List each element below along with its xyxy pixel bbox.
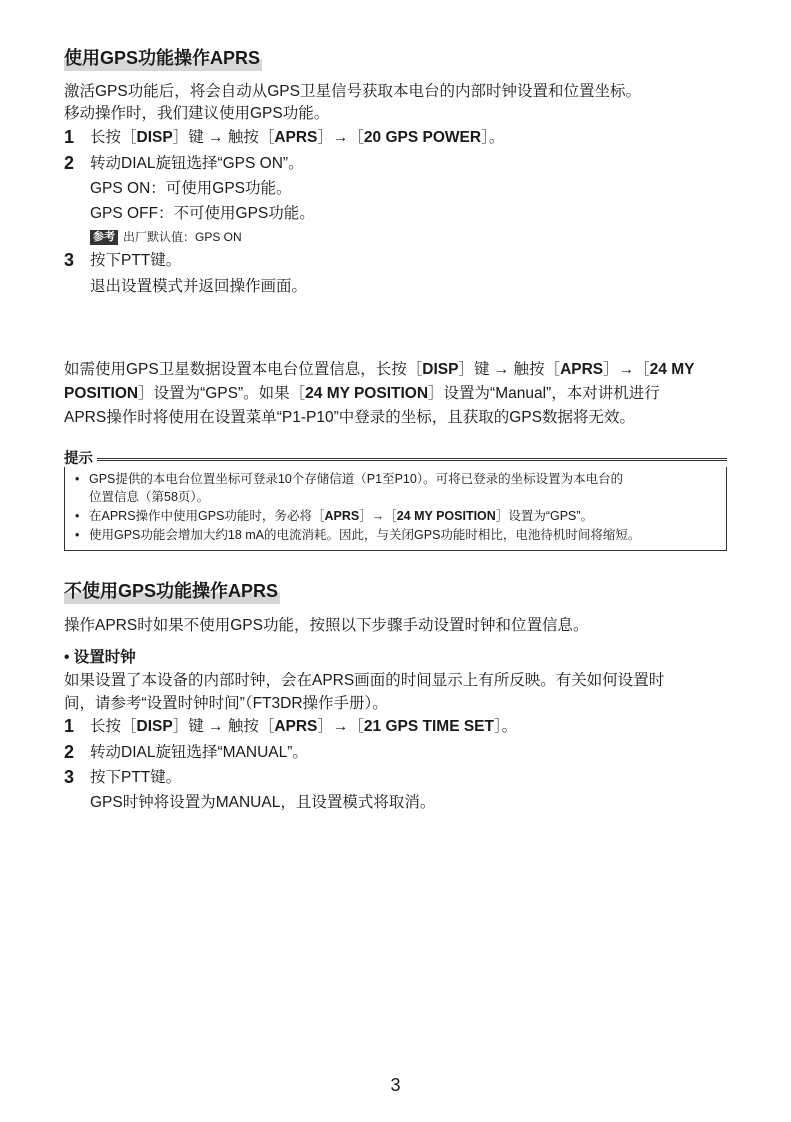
position-para-line2: POSITION］设置为“GPS”。如果［24 MY POSITION］设置为“Manual”，本对讲机进行	[64, 385, 660, 402]
step-number: 1	[64, 127, 75, 147]
step-number: 3	[64, 250, 75, 270]
key-disp: DISP	[136, 129, 173, 146]
section2-intro: 操作APRS时如果不使用GPS功能，按照以下步骤手动设置时钟和位置信息。	[64, 617, 589, 634]
section-title-without-gps: 不使用GPS功能操作APRS	[64, 579, 280, 604]
section1-intro-line1: 激活GPS功能后，将会自动从GPS卫星信号获取本电台的内部时钟设置和位置坐标。	[64, 83, 641, 100]
step-text: 长按［DISP］键 → 触按［APRS］→［21 GPS TIME SET］。	[90, 718, 518, 735]
tip-item-2: • 在APRS操作中使用GPS功能时，务必将［APRS］→［24 MY POSITION］设置为“GPS”。	[75, 509, 594, 523]
default-value-text: 出厂默认值：GPS ON	[123, 230, 242, 244]
step-number: 3	[64, 767, 75, 787]
section-title-with-gps: 使用GPS功能操作APRS	[64, 46, 262, 71]
step-number: 2	[64, 153, 75, 173]
menu-21-gps-time-set: 21 GPS TIME SET	[363, 718, 494, 735]
gps-off-description: GPS OFF：不可使用GPS功能。	[90, 205, 315, 222]
key-aprs: APRS	[274, 129, 318, 146]
section1-intro-line2: 移动操作时，我们建议使用GPS功能。	[64, 105, 330, 122]
step-text: 转动DIAL旋钮选择“GPS ON”。	[90, 155, 304, 172]
step-number: 2	[64, 742, 75, 762]
step-text: 长按［DISP］键 → 触按［APRS］→［20 GPS POWER］。	[90, 129, 505, 146]
step-text: 按下PTT键。	[90, 252, 182, 269]
section1-step3-result: 退出设置模式并返回操作画面。	[90, 278, 308, 295]
default-value-note	[90, 228, 242, 246]
tip-item-3: • 使用GPS功能会增加大约18 mA的电流消耗。因此，与关闭GPS功能时相比，电池待机时间将缩短。	[75, 528, 641, 542]
tips-label: 提示	[64, 449, 97, 469]
tips-box	[64, 467, 727, 551]
step-number: 1	[64, 716, 75, 736]
step-text: 按下PTT键。	[90, 769, 182, 786]
reference-badge: 参考	[90, 230, 118, 245]
set-clock-heading: • 设置时钟	[64, 649, 136, 666]
clock-desc-line2: 间，请参考“设置时钟时间”（FT3DR操作手册）。	[64, 695, 388, 712]
gps-on-description: GPS ON：可使用GPS功能。	[90, 180, 292, 197]
tips-divider	[64, 458, 727, 461]
tip-item-1: • GPS提供的本电台位置坐标可登录10个存储信道（P1至P10）。可将已登录的坐标设置为本电台的 位置信息（第58页）。	[75, 472, 624, 504]
position-para-line1: 如需使用GPS卫星数据设置本电台位置信息，长按［DISP］键 → 触按［APRS］→［24 MY	[64, 361, 695, 378]
step-text: 转动DIAL旋钮选择“MANUAL”。	[90, 744, 308, 761]
clock-desc-line1: 如果设置了本设备的内部时钟，会在APRS画面的时间显示上有所反映。有关如何设置时	[64, 672, 665, 689]
menu-20-gps-power: 20 GPS POWER	[363, 129, 482, 146]
key-disp: DISP	[136, 718, 173, 735]
section2-step3-result: GPS时钟将设置为MANUAL，且设置模式将取消。	[90, 794, 436, 811]
key-aprs: APRS	[274, 718, 318, 735]
position-para-line3: APRS操作时将使用在设置菜单“P1-P10”中登录的坐标，且获取的GPS数据将无效。	[64, 409, 635, 426]
tips-header	[64, 449, 727, 469]
page-number: 3	[390, 1075, 401, 1095]
